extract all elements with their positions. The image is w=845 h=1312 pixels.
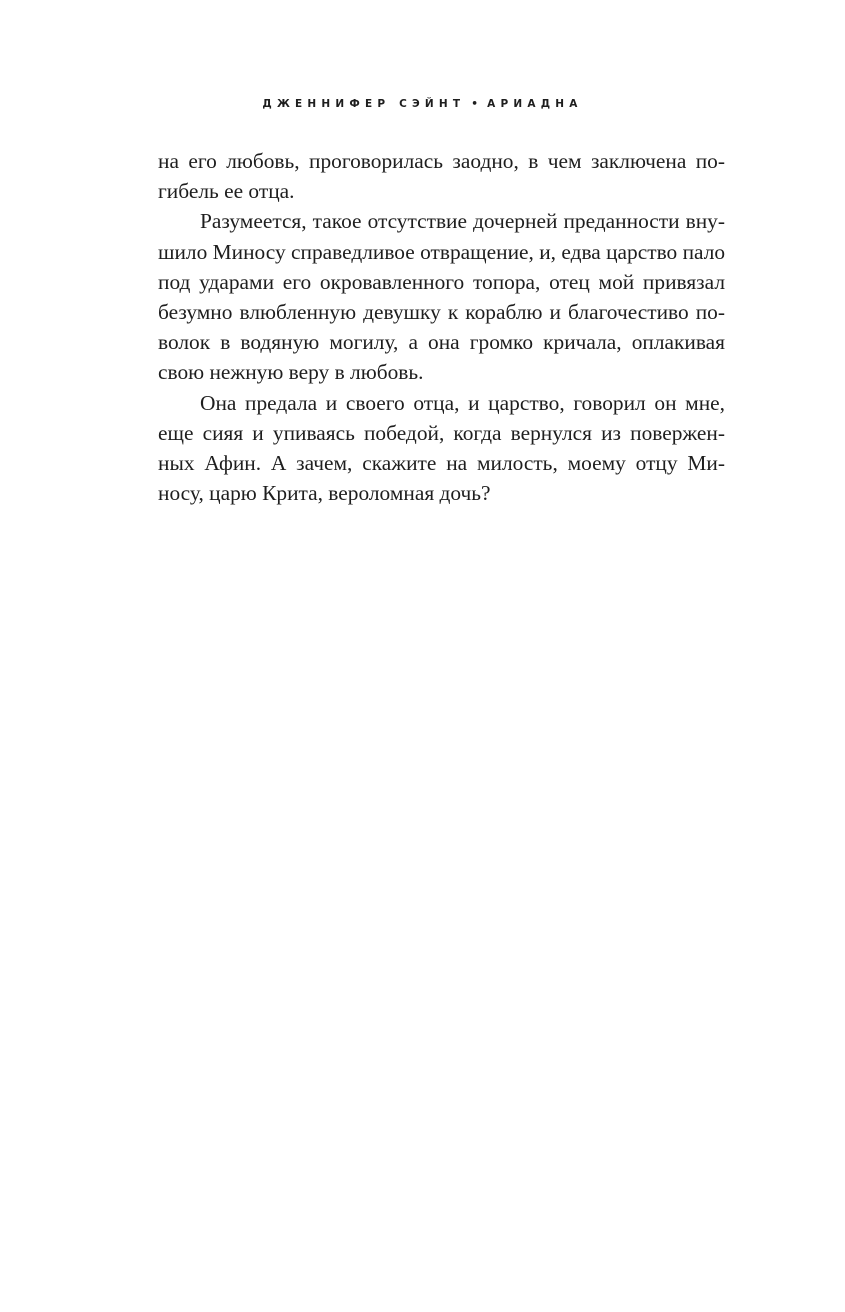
text-line: под ударами его окровавленного топора, отец мой привязал bbox=[158, 269, 725, 294]
paragraph bbox=[158, 388, 725, 509]
text-line: носу, царю Крита, вероломная дочь? bbox=[158, 481, 491, 506]
running-head bbox=[0, 96, 845, 112]
text-line: свою нежную веру в любовь. bbox=[158, 360, 424, 385]
text-line: волок в водяную могилу, а она громко кричала, оплакивая bbox=[158, 330, 725, 355]
text-line: еще сияя и упиваясь победой, когда вернулся из повержен- bbox=[158, 420, 725, 445]
running-head-author: ДЖЕННИФЕР СЭЙНТ bbox=[262, 98, 466, 110]
text-line: на его любовь, проговорилась заодно, в чем заключена по- bbox=[158, 149, 725, 173]
text-line: Она предала и своего отца, и царство, говорил он мне, bbox=[200, 390, 725, 415]
paragraph bbox=[158, 146, 725, 206]
running-head-title: АРИАДНА bbox=[487, 98, 583, 110]
text-line: Разумеется, такое отсутствие дочерней преданности вну- bbox=[200, 209, 725, 234]
body-text bbox=[158, 146, 725, 508]
text-line: ных Афин. А зачем, скажите на милость, моему отцу Ми- bbox=[158, 451, 725, 476]
running-head-separator: • bbox=[471, 98, 484, 110]
text-line: гибель ее отца. bbox=[158, 179, 295, 204]
text-line: безумно влюбленную девушку к кораблю и благочестиво по- bbox=[158, 300, 725, 325]
paragraph bbox=[158, 206, 725, 387]
text-line: шило Миносу справедливое отвращение, и, едва царство пало bbox=[158, 239, 726, 264]
